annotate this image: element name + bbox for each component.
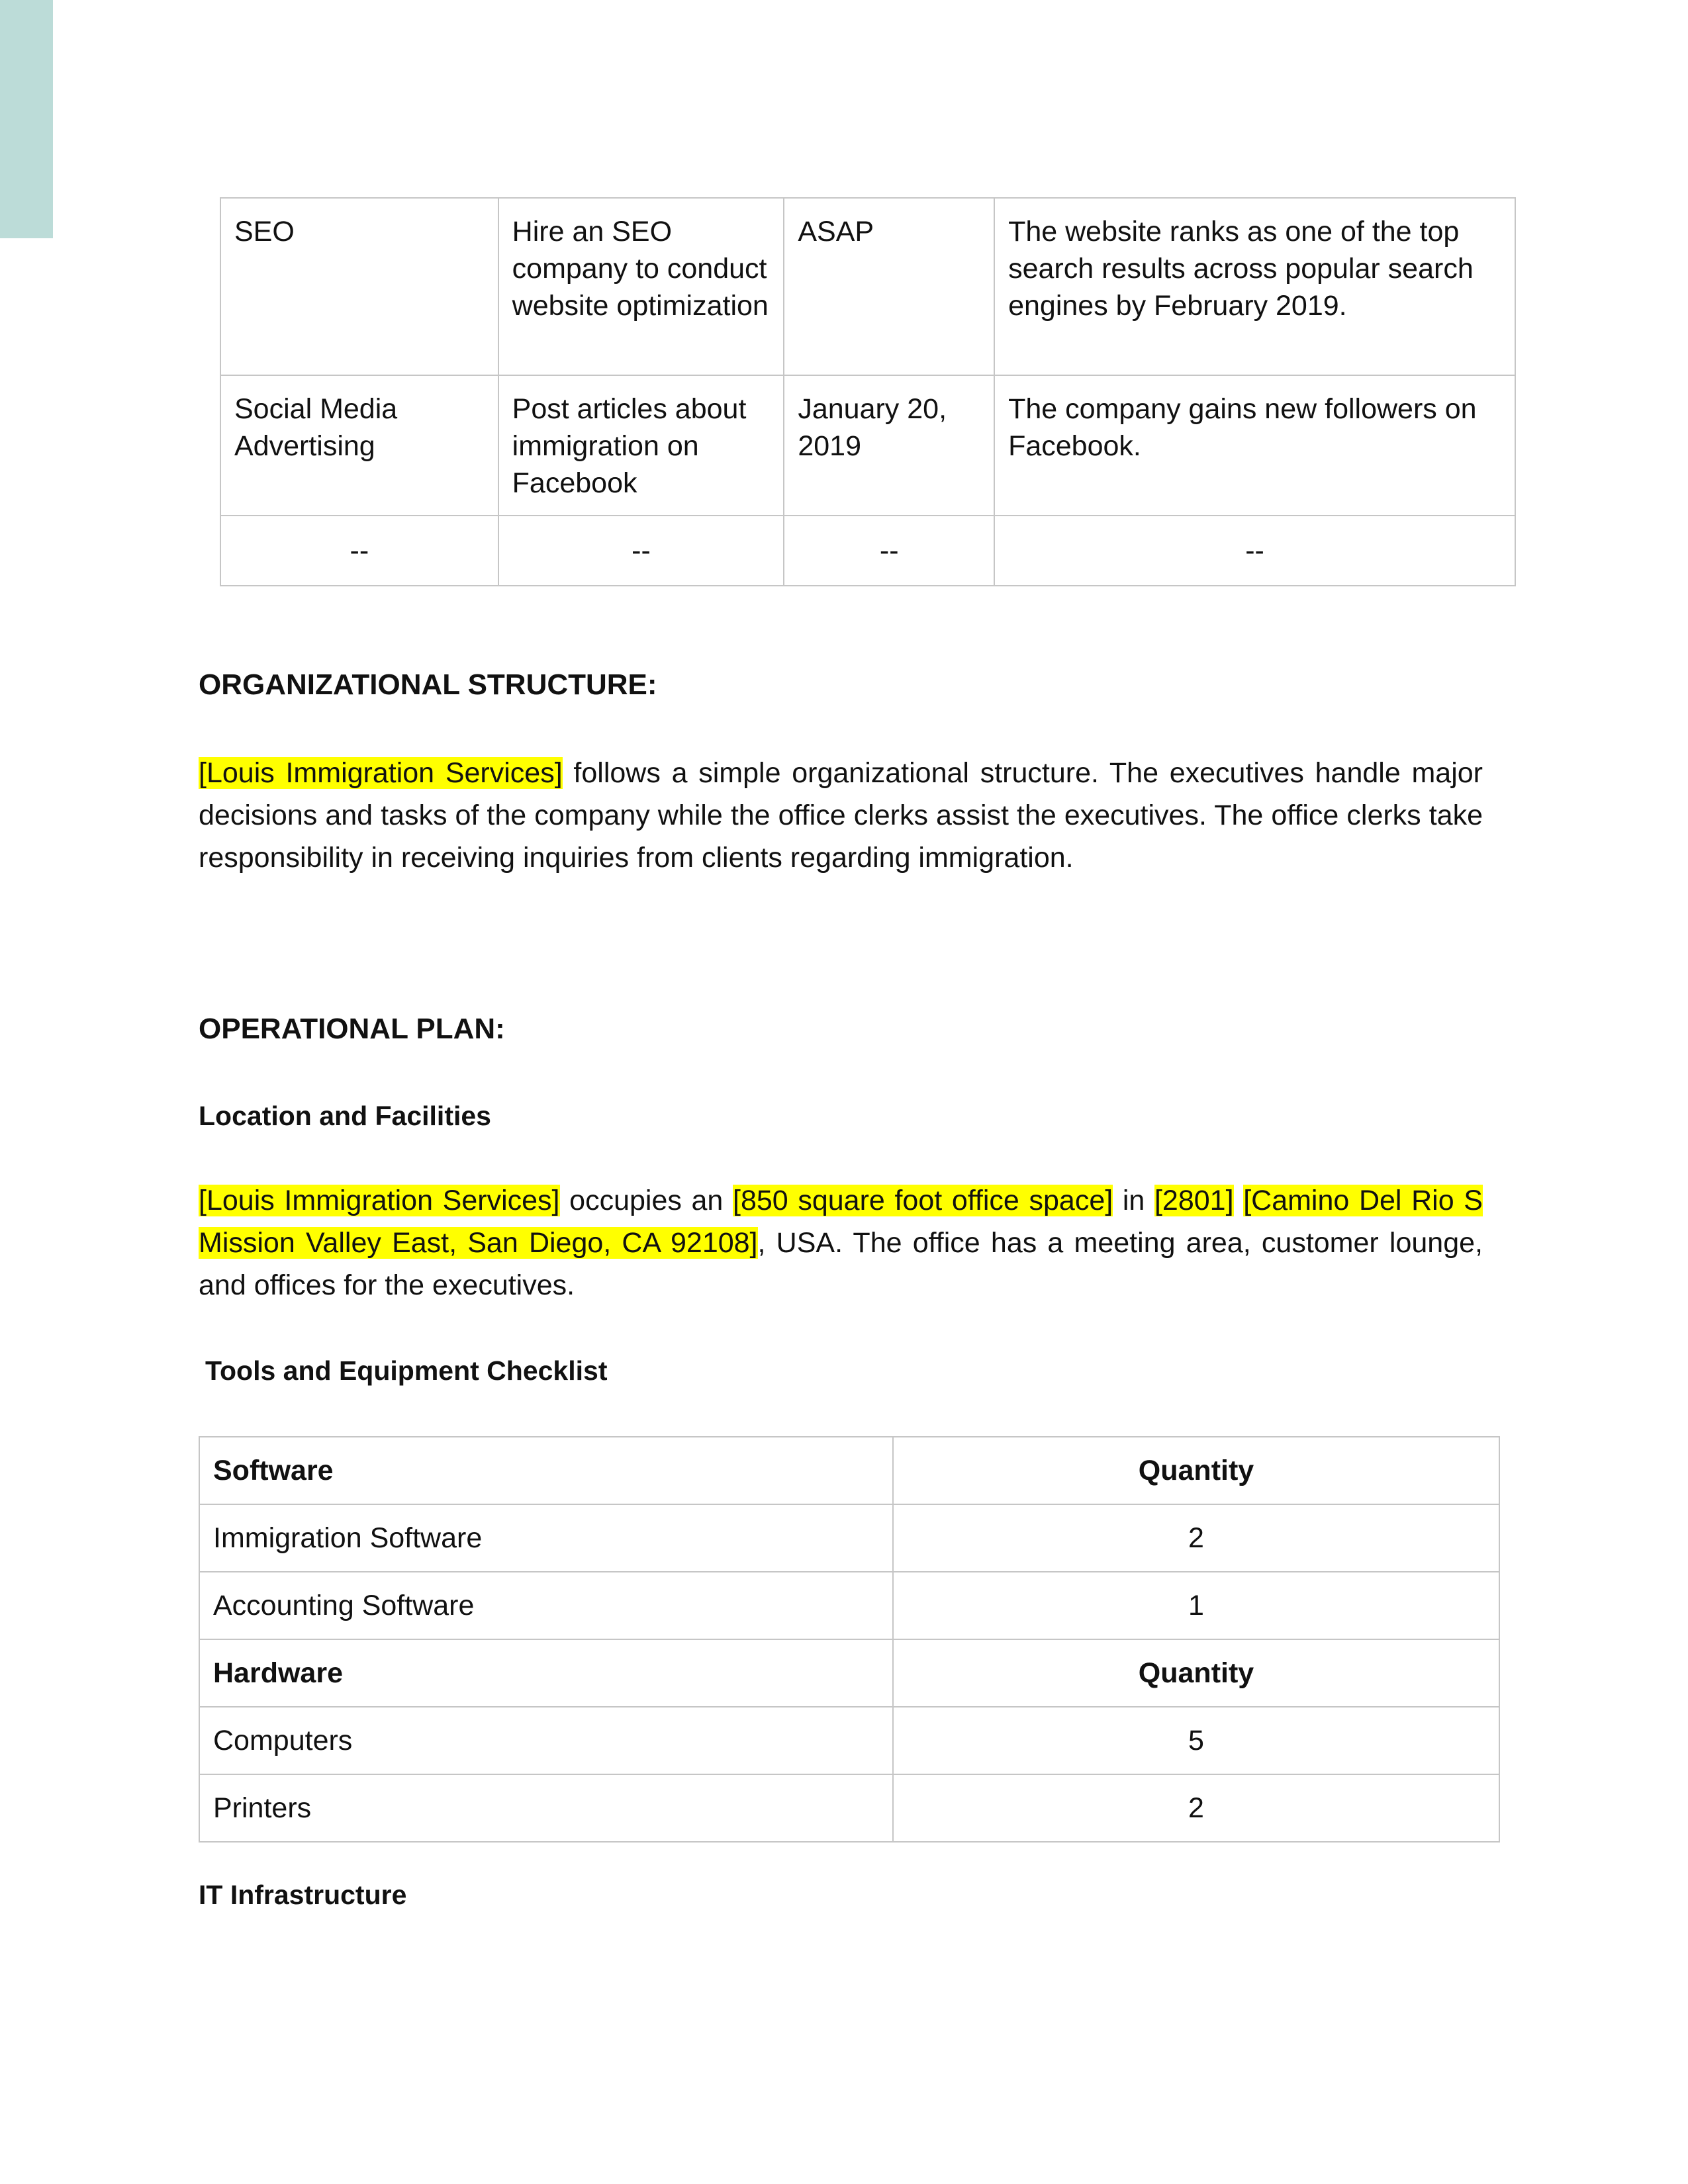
table-row <box>199 1707 1499 1774</box>
tools-checklist-heading: Tools and Equipment Checklist <box>205 1355 608 1386</box>
software-column-header: Software <box>199 1437 893 1504</box>
table-cell: The website ranks as one of the top search results across popular search engines by February 2019. <box>994 198 1515 375</box>
table-row <box>220 375 1515 516</box>
highlighted-address: [Camino Del Rio S Mission Valley East, San Diego, CA 92108] <box>199 1185 1483 1259</box>
item-cell: Accounting Software <box>199 1572 893 1639</box>
table-row <box>199 1774 1499 1842</box>
quantity-column-header: Quantity <box>893 1639 1499 1707</box>
quantity-cell: 2 <box>893 1504 1499 1572</box>
it-infrastructure-heading: IT Infrastructure <box>199 1880 407 1910</box>
paragraph-text: , USA. The office has a meeting area, customer lounge, and offices for the executives. <box>199 1227 1483 1301</box>
paragraph-text: occupies an <box>559 1185 733 1216</box>
hardware-column-header: Hardware <box>199 1639 893 1707</box>
table-cell: -- <box>784 516 994 586</box>
paragraph-text: follows a simple organizational structure. The executives handle major decisions and tasks of the company while the office clerks assist the executives. The office clerks take responsibility in receiving inquiries from clients regarding immigration. <box>199 757 1483 874</box>
tools-equipment-table <box>199 1436 1500 1843</box>
table-row <box>199 1504 1499 1572</box>
quantity-cell: 2 <box>893 1774 1499 1842</box>
table-cell: Post articles about immigration on Facebook <box>498 375 784 516</box>
marketing-strategy-table <box>220 197 1516 586</box>
paragraph-text <box>1234 1185 1244 1216</box>
table-cell: -- <box>498 516 784 586</box>
quantity-column-header: Quantity <box>893 1437 1499 1504</box>
table-cell: Hire an SEO company to conduct website optimization <box>498 198 784 375</box>
table-cell: -- <box>220 516 498 586</box>
table-cell: The company gains new followers on Facebook. <box>994 375 1515 516</box>
paragraph-text: in <box>1113 1185 1154 1216</box>
table-header-row <box>199 1639 1499 1707</box>
table-cell: -- <box>994 516 1515 586</box>
org-structure-paragraph <box>199 752 1483 879</box>
org-structure-heading: ORGANIZATIONAL STRUCTURE: <box>199 668 657 701</box>
table-cell: Social Media Advertising <box>220 375 498 516</box>
table-cell: ASAP <box>784 198 994 375</box>
location-paragraph <box>199 1179 1483 1306</box>
table-row <box>220 516 1515 586</box>
location-facilities-heading: Location and Facilities <box>199 1101 491 1131</box>
highlighted-office-space: [850 square foot office space] <box>733 1185 1113 1216</box>
highlighted-company-name: [Louis Immigration Services] <box>199 757 563 789</box>
table-cell: January 20, 2019 <box>784 375 994 516</box>
table-cell: SEO <box>220 198 498 375</box>
highlighted-company-name: [Louis Immigration Services] <box>199 1185 560 1216</box>
item-cell: Printers <box>199 1774 893 1842</box>
table-row <box>199 1572 1499 1639</box>
highlighted-street-number: [2801] <box>1154 1185 1234 1216</box>
item-cell: Immigration Software <box>199 1504 893 1572</box>
item-cell: Computers <box>199 1707 893 1774</box>
table-header-row <box>199 1437 1499 1504</box>
quantity-cell: 5 <box>893 1707 1499 1774</box>
quantity-cell: 1 <box>893 1572 1499 1639</box>
operational-plan-heading: OPERATIONAL PLAN: <box>199 1013 505 1045</box>
table-row <box>220 198 1515 375</box>
